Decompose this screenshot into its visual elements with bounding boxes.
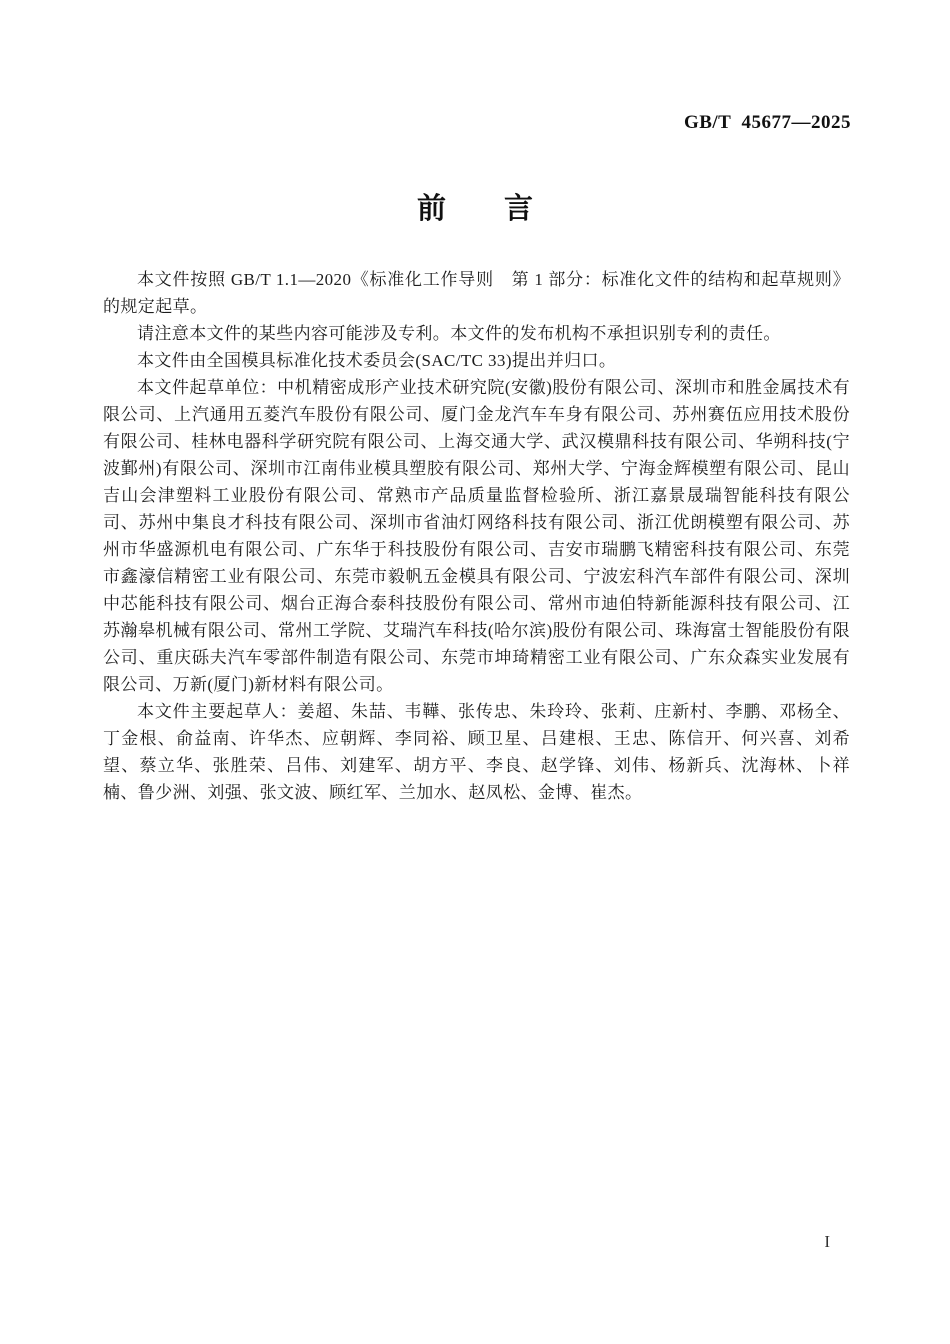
page-title: 前 言 xyxy=(416,193,533,225)
foreword-body xyxy=(103,266,850,806)
paragraph-drafting-rules: 本文件按照 GB/T 1.1—2020《标准化工作导则 第 1 部分：标准化文件的结构和起草规则》的规定起草。 xyxy=(103,270,850,316)
paragraph-main-drafters: 本文件主要起草人：姜超、朱喆、韦鞾、张传忠、朱玲玲、张莉、庄新村、李鹏、邓杨全、丁金根、俞益南、许华杰、应朝辉、李同裕、顾卫星、吕建根、王忠、陈信开、何兴喜、刘希望、蔡立华、张胜荣、吕伟、刘建军、胡方平、李良、赵学锋、刘伟、杨新兵、沈海林、卜祥楠、鲁少洲、刘强、张文波、顾红军、兰加水、赵凤松、金博、崔杰。 xyxy=(103,702,850,802)
paragraph-patent-notice: 请注意本文件的某些内容可能涉及专利。本文件的发布机构不承担识别专利的责任。 xyxy=(137,324,781,343)
paragraph-committee: 本文件由全国模具标准化技术委员会(SAC/TC 33)提出并归口。 xyxy=(137,351,617,370)
page-number: I xyxy=(824,1232,830,1251)
standard-code: GB/T 45677—2025 xyxy=(683,112,851,133)
paragraph-drafting-organizations: 本文件起草单位：中机精密成形产业技术研究院(安徽)股份有限公司、深圳市和胜金属技术有限公司、上汽通用五菱汽车股份有限公司、厦门金龙汽车车身有限公司、苏州赛伍应用技术股份有限公司、桂林电器科学研究院有限公司、上海交通大学、武汉模鼎科技有限公司、华朔科技(宁波鄞州)有限公司、深圳市江南伟业模具塑胶有限公司、郑州大学、宁海金辉模塑有限公司、昆山吉山会津塑料工业股份有限公司、常熟市产品质量监督检验所、浙江嘉景晟瑞智能科技有限公司、苏州中集良才科技有限公司、深圳市省油灯网络科技有限公司、浙江优朗模塑有限公司、苏州市华盛源机电有限公司、广东华于科技股份有限公司、吉安市瑞鹏飞精密科技有限公司、东莞市鑫濠信精密工业有限公司、东莞市毅帆五金模具有限公司、宁波宏科汽车部件有限公司、深圳中芯能科技有限公司、烟台正海合泰科技股份有限公司、常州市迪伯特新能源科技有限公司、江苏瀚皋机械有限公司、常州工学院、艾瑞汽车科技(哈尔滨)股份有限公司、珠海富士智能股份有限公司、重庆砾夫汽车零部件制造有限公司、东莞市坤琦精密工业有限公司、广东众森实业发展有限公司、万新(厦门)新材料有限公司。 xyxy=(103,378,850,694)
